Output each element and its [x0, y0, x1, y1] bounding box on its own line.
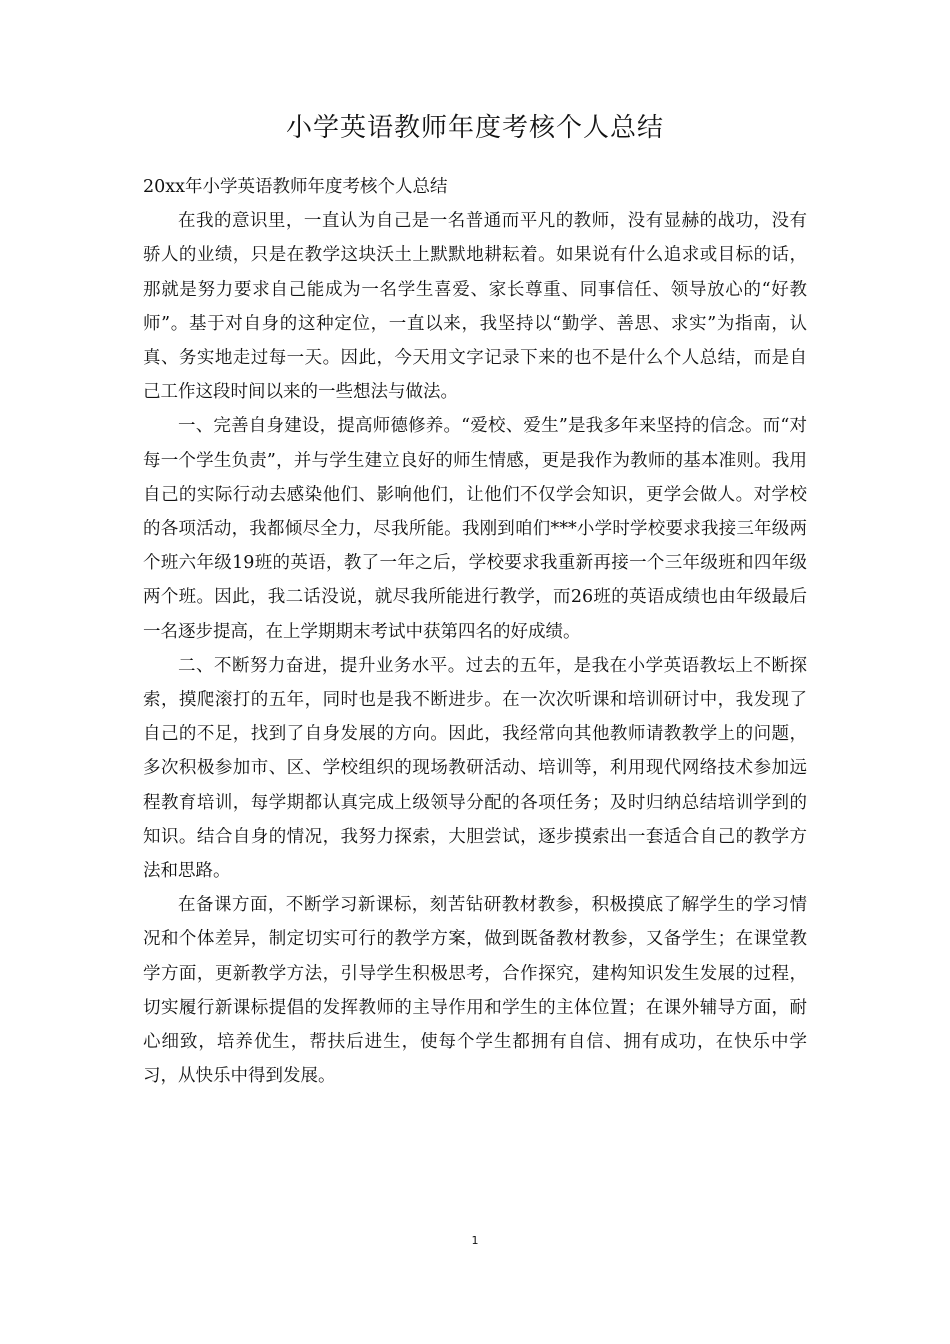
- document-title: 小学英语教师年度考核个人总结: [285, 113, 664, 143]
- document-subtitle: 20xx年小学英语教师年度考核个人总结: [143, 177, 448, 197]
- paragraph-intro: 在我的意识里，一直认为自己是一名普通而平凡的教师，没有显赫的战功，没有骄人的业绩，只是在教学这块沃土上默默地耕耘着。如果说有什么追求或目标的话，那就是努力要求自己能成为一名学生喜爱、家长尊重、同事信任、领导放心的“好教师”。基于对自身的这种定位，一直以来，我坚持以“勤学、善思、求实”为指南，认真、务实地走过每一天。因此，今天用文字记录下来的也不是什么个人总结，而是自己工作这段时间以来的一些想法与做法。: [143, 211, 807, 403]
- paragraph-section-two: 二、不断努力奋进，提升业务水平。过去的五年，是我在小学英语教坛上不断探索，摸爬滚打的五年，同时也是我不断进步。在一次次听课和培训研讨中，我发现了自己的不足，找到了自身发展的方向。因此，我经常向其他教师请教教学上的问题，多次积极参加市、区、学校组织的现场教研活动、培训等，利用现代网络技术参加远程教育培训，每学期都认真完成上级领导分配的各项任务；及时归纳总结培训学到的知识。结合自身的情况，我努力探索，大胆尝试，逐步摸索出一套适合自己的教学方法和思路。: [143, 655, 807, 882]
- document-body: [143, 170, 807, 1093]
- page-number: 1: [471, 1234, 479, 1247]
- paragraph-teaching-methods: 在备课方面，不断学习新课标，刻苦钻研教材教参，积极摸底了解学生的学习情况和个体差异，制定切实可行的教学方案，做到既备教材教参，又备学生；在课堂教学方面，更新教学方法，引导学生积极思考，合作探究，建构知识发生发展的过程，切实履行新课标提倡的发挥教师的主导作用和学生的主体位置；在课外辅导方面，耐心细致，培养优生，帮扶后进生，使每个学生都拥有自信、拥有成功，在快乐中学习，从快乐中得到发展。: [143, 895, 807, 1087]
- paragraph-section-one: 一、完善自身建设，提高师德修养。“爱校、爱生”是我多年来坚持的信念。而“对每一个学生负责”，并与学生建立良好的师生情感，更是我作为教师的基本准则。我用自己的实际行动去感染他们、影响他们，让他们不仅学会知识，更学会做人。对学校的各项活动，我都倾尽全力，尽我所能。我刚到咱们***小学时学校要求我接三年级两个班六年级19班的英语，教了一年之后，学校要求我重新再接一个三年级班和四年级两个班。因此，我二话没说，就尽我所能进行教学，而26班的英语成绩也由年级最后一名逐步提高，在上学期期末考试中获第四名的好成绩。: [143, 416, 807, 642]
